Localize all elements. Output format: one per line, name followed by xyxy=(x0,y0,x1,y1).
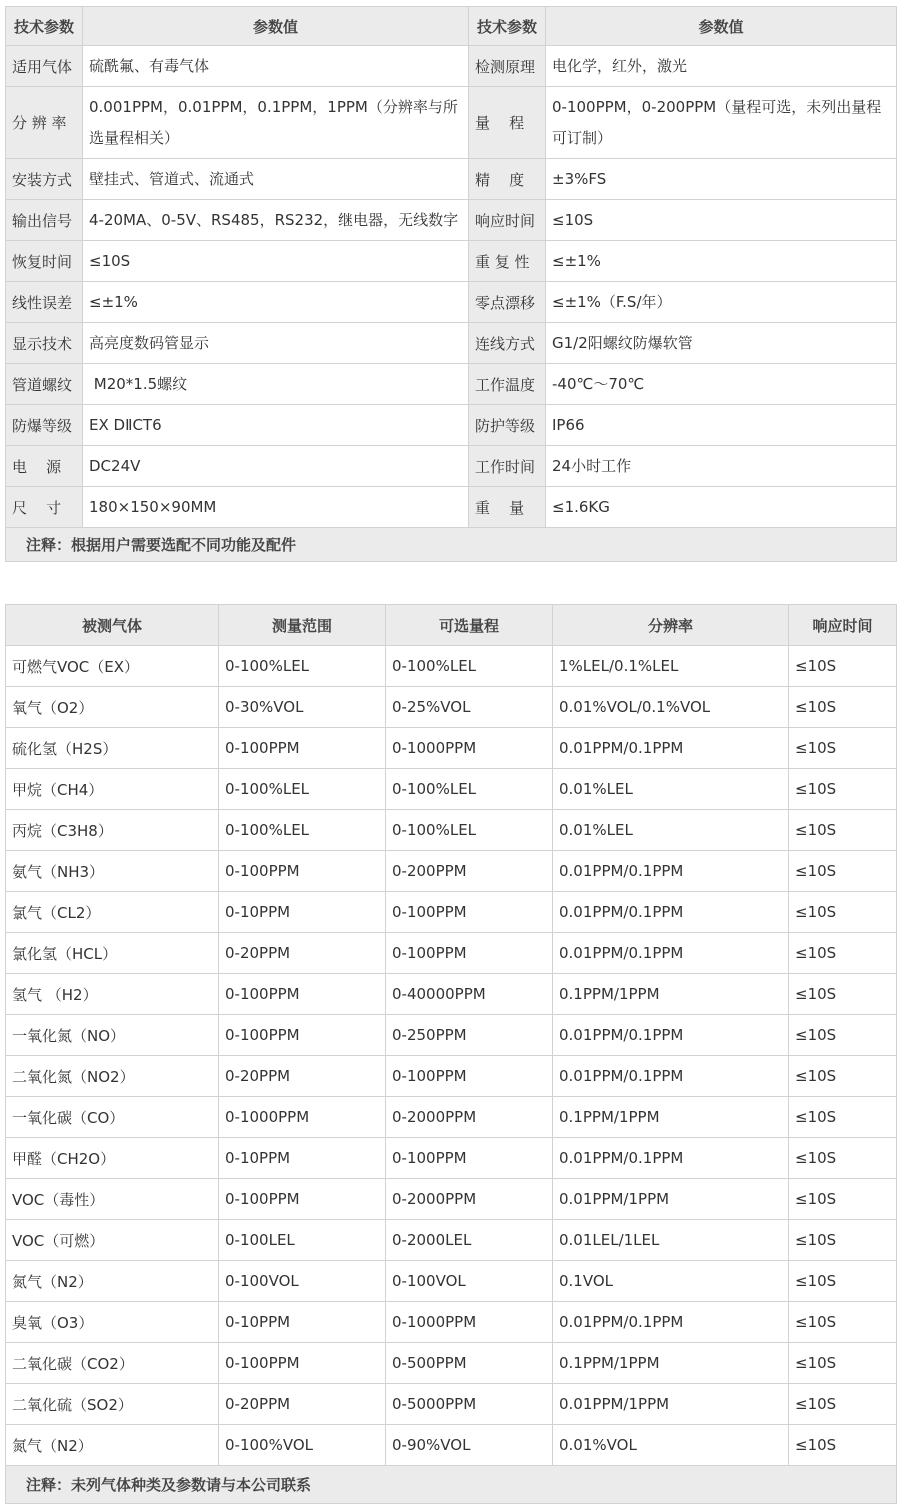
gas-row xyxy=(6,646,897,687)
gas-range: 0-100PPM xyxy=(219,728,386,769)
spec-label: 安装方式 xyxy=(6,159,83,200)
gas-row xyxy=(6,687,897,728)
spec-value: DC24V xyxy=(83,446,469,487)
gas-header-range: 测量范围 xyxy=(219,605,386,646)
gas-optional-range: 0-2000LEL xyxy=(386,1220,553,1261)
gas-optional-range: 0-500PPM xyxy=(386,1343,553,1384)
gas-name: 氮气（N2） xyxy=(6,1425,219,1466)
gas-table xyxy=(5,604,897,1504)
spec-value: 电化学，红外，激光 xyxy=(546,46,897,87)
gas-optional-range: 0-2000PPM xyxy=(386,1179,553,1220)
spec-label: 响应时间 xyxy=(469,200,546,241)
gas-response-time: ≤10S xyxy=(789,769,897,810)
spec-value: IP66 xyxy=(546,405,897,446)
gas-range: 0-100%LEL xyxy=(219,810,386,851)
gas-optional-range: 0-100PPM xyxy=(386,933,553,974)
gas-response-time: ≤10S xyxy=(789,1179,897,1220)
gas-response-time: ≤10S xyxy=(789,646,897,687)
gas-optional-range: 0-200PPM xyxy=(386,851,553,892)
spec-note-row xyxy=(6,528,897,562)
gas-name: VOC（可燃） xyxy=(6,1220,219,1261)
gas-range: 0-100PPM xyxy=(219,851,386,892)
gas-range: 0-20PPM xyxy=(219,1056,386,1097)
spec-header-value-2: 参数值 xyxy=(546,7,897,46)
spec-label: 连线方式 xyxy=(469,323,546,364)
gas-row xyxy=(6,1015,897,1056)
gas-row xyxy=(6,892,897,933)
spec-label: 显示技术 xyxy=(6,323,83,364)
gas-optional-range: 0-100%LEL xyxy=(386,646,553,687)
gas-optional-range: 0-2000PPM xyxy=(386,1097,553,1138)
gas-optional-range: 0-100%LEL xyxy=(386,769,553,810)
spec-row xyxy=(6,200,897,241)
gas-range: 0-100PPM xyxy=(219,974,386,1015)
gas-resolution: 0.01PPM/0.1PPM xyxy=(553,892,789,933)
spec-header-value-1: 参数值 xyxy=(83,7,469,46)
gas-name: 可燃气VOC（EX） xyxy=(6,646,219,687)
gas-optional-range: 0-40000PPM xyxy=(386,974,553,1015)
gas-name: 二氧化氮（NO2） xyxy=(6,1056,219,1097)
gas-note-row xyxy=(6,1466,897,1504)
gas-resolution: 0.01PPM/0.1PPM xyxy=(553,851,789,892)
spec-value: 4-20MA、0-5V、RS485，RS232，继电器，无线数字 xyxy=(83,200,469,241)
gas-row xyxy=(6,1056,897,1097)
gas-range: 0-10PPM xyxy=(219,892,386,933)
spec-header-param-2: 技术参数 xyxy=(469,7,546,46)
gas-name: VOC（毒性） xyxy=(6,1179,219,1220)
gas-range: 0-100%LEL xyxy=(219,646,386,687)
gas-range: 0-100%VOL xyxy=(219,1425,386,1466)
gas-range: 0-100PPM xyxy=(219,1015,386,1056)
spec-label: 零点漂移 xyxy=(469,282,546,323)
gas-resolution: 0.01%VOL/0.1%VOL xyxy=(553,687,789,728)
gas-resolution: 0.01PPM/0.1PPM xyxy=(553,1056,789,1097)
spec-value: ≤10S xyxy=(546,200,897,241)
gas-resolution: 0.01PPM/0.1PPM xyxy=(553,1302,789,1343)
gas-optional-range: 0-100PPM xyxy=(386,1056,553,1097)
gas-response-time: ≤10S xyxy=(789,1302,897,1343)
gas-response-time: ≤10S xyxy=(789,1138,897,1179)
spec-value: 0-100PPM，0-200PPM（量程可选，未列出量程可订制） xyxy=(546,87,897,159)
spec-value: G1/2阳螺纹防爆软管 xyxy=(546,323,897,364)
gas-row xyxy=(6,728,897,769)
spec-row xyxy=(6,87,897,159)
gas-header-resolution: 分辨率 xyxy=(553,605,789,646)
spec-value: ≤1.6KG xyxy=(546,487,897,528)
spec-value: 180×150×90MM xyxy=(83,487,469,528)
spec-row xyxy=(6,323,897,364)
gas-row xyxy=(6,1384,897,1425)
gas-response-time: ≤10S xyxy=(789,933,897,974)
gas-optional-range: 0-1000PPM xyxy=(386,728,553,769)
gas-row xyxy=(6,1138,897,1179)
spec-value: EX DⅡCT6 xyxy=(83,405,469,446)
gas-range: 0-20PPM xyxy=(219,933,386,974)
spec-row xyxy=(6,446,897,487)
gas-row xyxy=(6,1261,897,1302)
gas-resolution: 0.1PPM/1PPM xyxy=(553,1343,789,1384)
gas-optional-range: 0-100PPM xyxy=(386,1138,553,1179)
spec-value: ≤±1%（F.S/年） xyxy=(546,282,897,323)
gas-resolution: 1%LEL/0.1%LEL xyxy=(553,646,789,687)
spec-value: -40℃～70℃ xyxy=(546,364,897,405)
gas-resolution: 0.01PPM/0.1PPM xyxy=(553,728,789,769)
gas-range: 0-100%LEL xyxy=(219,769,386,810)
spec-label: 重 量 xyxy=(469,487,546,528)
gas-response-time: ≤10S xyxy=(789,1056,897,1097)
gas-resolution: 0.1PPM/1PPM xyxy=(553,974,789,1015)
spec-value: 0.001PPM，0.01PPM，0.1PPM，1PPM（分辨率与所选量程相关） xyxy=(83,87,469,159)
gas-range: 0-100VOL xyxy=(219,1261,386,1302)
gas-name: 一氧化氮（NO） xyxy=(6,1015,219,1056)
spec-label: 尺 寸 xyxy=(6,487,83,528)
gas-name: 甲烷（CH4） xyxy=(6,769,219,810)
gas-name: 氧气（O2） xyxy=(6,687,219,728)
gas-range: 0-100PPM xyxy=(219,1343,386,1384)
gas-resolution: 0.1PPM/1PPM xyxy=(553,1097,789,1138)
gas-response-time: ≤10S xyxy=(789,1015,897,1056)
spec-label: 分 辨 率 xyxy=(6,87,83,159)
gas-resolution: 0.01%LEL xyxy=(553,769,789,810)
gas-name: 丙烷（C3H8） xyxy=(6,810,219,851)
gas-resolution: 0.01PPM/0.1PPM xyxy=(553,1138,789,1179)
spec-label: 恢复时间 xyxy=(6,241,83,282)
gas-optional-range: 0-25%VOL xyxy=(386,687,553,728)
gas-range: 0-1000PPM xyxy=(219,1097,386,1138)
spec-label: 工作时间 xyxy=(469,446,546,487)
gas-header-response-time: 响应时间 xyxy=(789,605,897,646)
gas-row xyxy=(6,1179,897,1220)
spec-table xyxy=(5,6,897,562)
spec-label: 管道螺纹 xyxy=(6,364,83,405)
gas-row xyxy=(6,810,897,851)
gas-header-row xyxy=(6,605,897,646)
gas-optional-range: 0-250PPM xyxy=(386,1015,553,1056)
gas-row xyxy=(6,1425,897,1466)
gas-response-time: ≤10S xyxy=(789,974,897,1015)
spec-label: 工作温度 xyxy=(469,364,546,405)
spec-row xyxy=(6,241,897,282)
spec-value: 壁挂式、管道式、流通式 xyxy=(83,159,469,200)
gas-name: 氨气（NH3） xyxy=(6,851,219,892)
spec-value: M20*1.5螺纹 xyxy=(83,364,469,405)
spec-label: 适用气体 xyxy=(6,46,83,87)
gas-response-time: ≤10S xyxy=(789,810,897,851)
gas-response-time: ≤10S xyxy=(789,1343,897,1384)
gas-note: 注释：未列气体种类及参数请与本公司联系 xyxy=(6,1466,897,1504)
gas-optional-range: 0-100%LEL xyxy=(386,810,553,851)
gas-range: 0-10PPM xyxy=(219,1138,386,1179)
gas-response-time: ≤10S xyxy=(789,1220,897,1261)
spec-row xyxy=(6,405,897,446)
spec-value: 24小时工作 xyxy=(546,446,897,487)
gas-resolution: 0.01PPM/1PPM xyxy=(553,1384,789,1425)
gas-resolution: 0.01PPM/1PPM xyxy=(553,1179,789,1220)
spec-label: 电 源 xyxy=(6,446,83,487)
gas-row xyxy=(6,851,897,892)
gas-optional-range: 0-1000PPM xyxy=(386,1302,553,1343)
gas-response-time: ≤10S xyxy=(789,687,897,728)
gas-name: 硫化氢（H2S） xyxy=(6,728,219,769)
spec-row xyxy=(6,159,897,200)
gas-header-gas: 被测气体 xyxy=(6,605,219,646)
gas-resolution: 0.01LEL/1LEL xyxy=(553,1220,789,1261)
spec-label: 防护等级 xyxy=(469,405,546,446)
gas-row xyxy=(6,1343,897,1384)
spec-label: 线性误差 xyxy=(6,282,83,323)
gas-response-time: ≤10S xyxy=(789,851,897,892)
spec-header-param-1: 技术参数 xyxy=(6,7,83,46)
gas-resolution: 0.01PPM/0.1PPM xyxy=(553,933,789,974)
spec-label: 防爆等级 xyxy=(6,405,83,446)
gas-response-time: ≤10S xyxy=(789,892,897,933)
gas-name: 臭氧（O3） xyxy=(6,1302,219,1343)
spec-label: 精 度 xyxy=(469,159,546,200)
spec-row xyxy=(6,46,897,87)
gas-name: 氮气（N2） xyxy=(6,1261,219,1302)
spec-row xyxy=(6,364,897,405)
gas-range: 0-100PPM xyxy=(219,1179,386,1220)
gas-row xyxy=(6,1220,897,1261)
gas-row xyxy=(6,769,897,810)
gas-optional-range: 0-90%VOL xyxy=(386,1425,553,1466)
gas-response-time: ≤10S xyxy=(789,728,897,769)
gas-range: 0-100LEL xyxy=(219,1220,386,1261)
gas-row xyxy=(6,974,897,1015)
spec-value: 高亮度数码管显示 xyxy=(83,323,469,364)
spec-label: 输出信号 xyxy=(6,200,83,241)
spec-value: ≤10S xyxy=(83,241,469,282)
gas-range: 0-30%VOL xyxy=(219,687,386,728)
spec-row xyxy=(6,282,897,323)
gas-resolution: 0.1VOL xyxy=(553,1261,789,1302)
gas-name: 二氧化硫（SO2） xyxy=(6,1384,219,1425)
gas-response-time: ≤10S xyxy=(789,1425,897,1466)
gas-optional-range: 0-100VOL xyxy=(386,1261,553,1302)
gas-name: 氯气（CL2） xyxy=(6,892,219,933)
spec-value: 硫酰氟、有毒气体 xyxy=(83,46,469,87)
gas-row xyxy=(6,1302,897,1343)
gas-range: 0-20PPM xyxy=(219,1384,386,1425)
gas-row xyxy=(6,1097,897,1138)
gas-name: 氯化氢（HCL） xyxy=(6,933,219,974)
gas-optional-range: 0-5000PPM xyxy=(386,1384,553,1425)
gas-resolution: 0.01PPM/0.1PPM xyxy=(553,1015,789,1056)
spec-label: 检测原理 xyxy=(469,46,546,87)
gas-name: 二氧化碳（CO2） xyxy=(6,1343,219,1384)
gas-range: 0-10PPM xyxy=(219,1302,386,1343)
gas-name: 一氧化碳（CO） xyxy=(6,1097,219,1138)
spec-value: ≤±1% xyxy=(546,241,897,282)
gas-name: 甲醛（CH2O） xyxy=(6,1138,219,1179)
gas-name: 氢气 （H2） xyxy=(6,974,219,1015)
gas-response-time: ≤10S xyxy=(789,1261,897,1302)
gas-header-optional-range: 可选量程 xyxy=(386,605,553,646)
gas-row xyxy=(6,933,897,974)
spec-header-row xyxy=(6,7,897,46)
spec-note: 注释：根据用户需要选配不同功能及配件 xyxy=(6,528,897,562)
gas-response-time: ≤10S xyxy=(789,1097,897,1138)
spec-label: 量 程 xyxy=(469,87,546,159)
spec-value: ≤±1% xyxy=(83,282,469,323)
gas-response-time: ≤10S xyxy=(789,1384,897,1425)
gas-resolution: 0.01%VOL xyxy=(553,1425,789,1466)
gas-optional-range: 0-100PPM xyxy=(386,892,553,933)
spec-value: ±3%FS xyxy=(546,159,897,200)
gas-resolution: 0.01%LEL xyxy=(553,810,789,851)
spec-row xyxy=(6,487,897,528)
spec-label: 重 复 性 xyxy=(469,241,546,282)
